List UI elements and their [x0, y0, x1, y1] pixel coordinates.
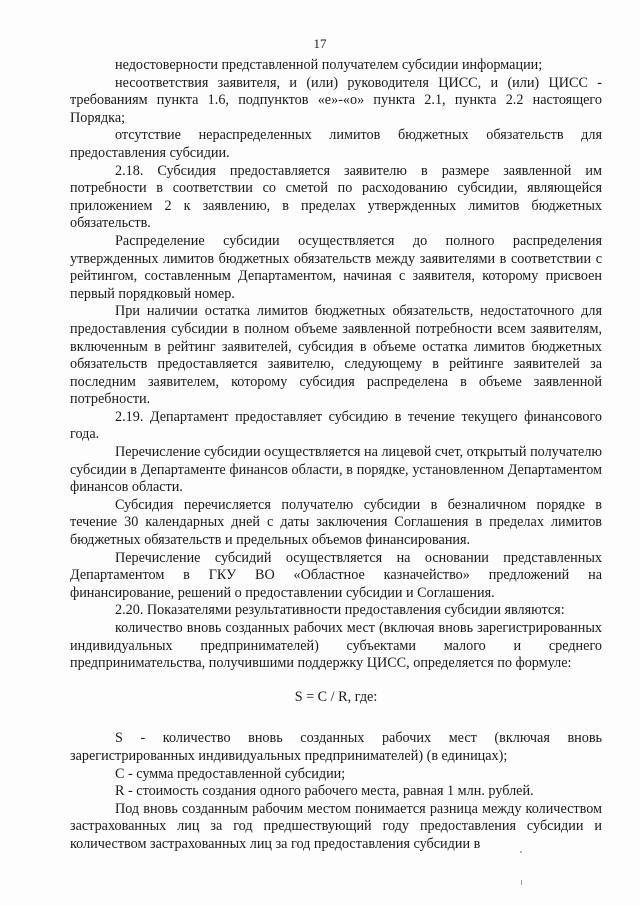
definition-c: С - сумма предоставленной субсидии;: [115, 765, 346, 782]
paragraph-2-20: 2.20. Показателями результативности предоставления субсидии являются:: [115, 602, 565, 619]
paragraph-6: При наличии остатка лимитов бюджетных обязательств, недостаточного для предоставления субсидии в полном объеме заявленной потребности всем заявителям, включенным в рейтинг заявителей, субсидия в объеме остатка лимитов бюджетных обязательств предоставляется заявителю, следующему в рейтинге заявителей за последним заявителем, которому субсидия распределена в объеме заявленной потребности.: [70, 303, 602, 408]
document-body: [70, 57, 602, 854]
paragraph-2-19: 2.19. Департамент предоставляет субсидию в течение текущего финансового года.: [70, 408, 602, 443]
paragraph-1: недостоверности представленной получателем субсидии информации;: [115, 57, 543, 73]
paragraph-8: Перечисление субсидии осуществляется на лицевой счет, открытый получателю субсидии в Департаменте финансов области, в порядке, установленном Департаментом финансов области.: [70, 444, 602, 496]
paragraph-5: Распределение субсидии осуществляется до полного распределения утвержденных лимитов бюджетных обязательств между заявителями в соответствии с рейтингом, составленным Департаментом, начиная с заявителя, которому присвоен первый порядковый номер.: [70, 232, 602, 302]
definition-workplace: Под вновь созданным рабочим местом понимается разница между количеством застрахованных лиц за год предшествующий году предоставления субсидии и количеством застрахованных лиц за год предоставления субсидии в: [70, 800, 602, 852]
paragraph-10: Перечисление субсидий осуществляется на основании представленных Департаментом в ГКУ ВО «Областное казначейство» предложений на финансирование, решений о предоставлении субсидии и Соглашения.: [70, 549, 602, 601]
paragraph-3: отсутствие нераспределенных лимитов бюджетных обязательств для предоставления субсидии.: [70, 127, 602, 161]
paragraph-12: количество вновь созданных рабочих мест (включая вновь зарегистрированных индивидуальных предпринимателей) субъектами малого и среднего предпринимательства, получившими поддержку ЦИСС, определяется по формуле:: [70, 620, 602, 672]
paragraph-2-18: 2.18. Субсидия предоставляется заявителю в размере заявленной им потребности в соответствии со сметой по расходованию субсидии, являющейся приложением 2 к заявлению, в пределах утвержденных лимитов бюджетных обязательств.: [70, 162, 602, 232]
page-number: 17: [313, 36, 327, 51]
scan-speck: [521, 880, 522, 885]
definition-r: R - стоимость создания одного рабочего места, равная 1 млн. рублей.: [115, 783, 534, 800]
paragraph-9: Субсидия перечисляется получателю субсидии в безналичном порядке в течение 30 календарных дней с даты заключения Соглашения в пределах лимитов бюджетных обязательств и предельных объемов финансирования.: [70, 496, 602, 549]
paragraph-2: несоответствия заявителя, и (или) руководителя ЦИСС, и (или) ЦИСС - требованиям пункта 1.6, подпунктов «е»-«о» пункта 2.1, пункта 2.2 настоящего Порядка;: [70, 74, 602, 126]
scan-speck: [520, 851, 522, 853]
formula: S = C / R, где:: [294, 688, 378, 705]
definition-s: S - количество вновь созданных рабочих мест (включая вновь зарегистрированных индивидуальных предпринимателей) (в единицах);: [70, 730, 602, 764]
